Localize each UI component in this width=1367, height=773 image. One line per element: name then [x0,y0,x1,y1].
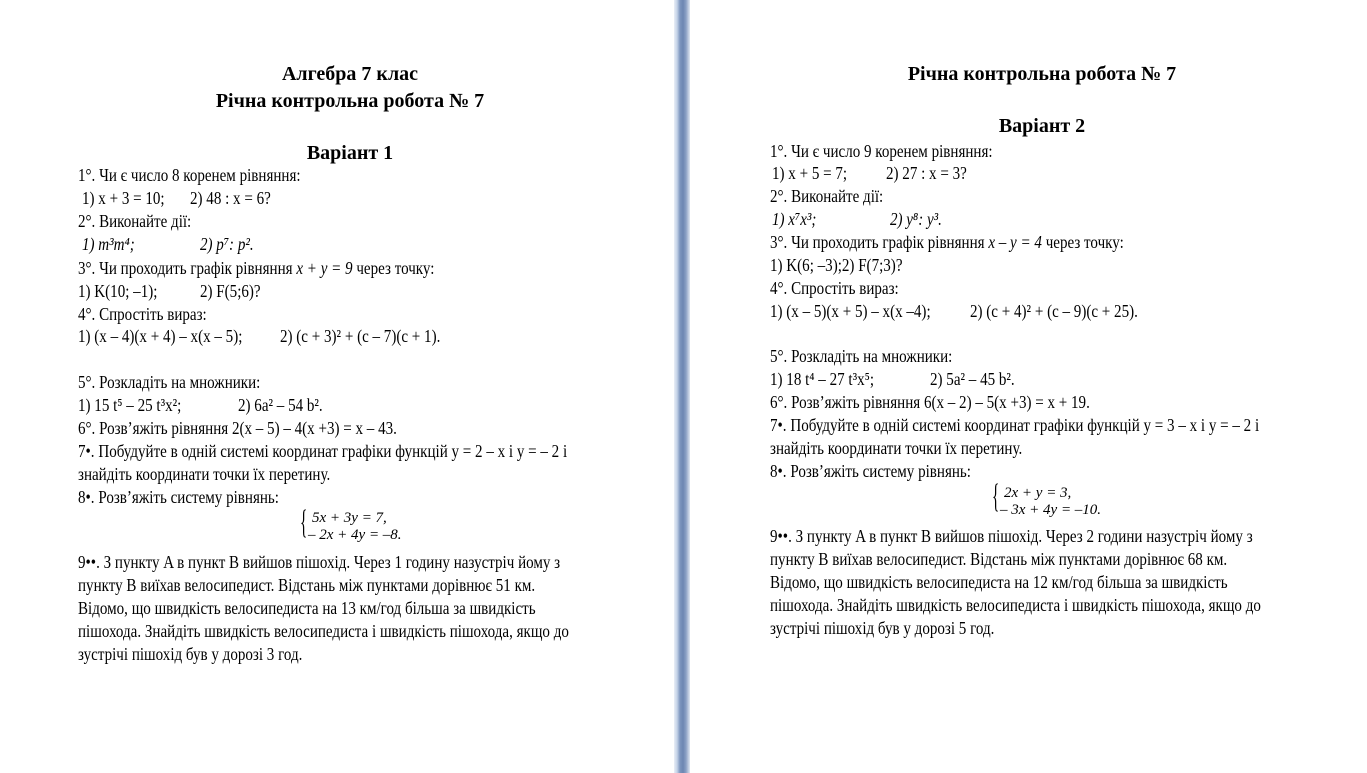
question-2-option-a: 1) x⁷x³; [772,209,817,229]
question-9-line-3: Відомо, що швидкість велосипедиста на 13 км/год більша за швидкість [78,598,536,618]
question-6: 6°. Розв’яжіть рівняння 6(x – 2) – 5(x +3) = x + 19. [770,392,1090,412]
question-2-option-b: 2) p⁷: p². [200,234,254,254]
question-8: 8•. Розв’яжіть систему рівнянь: [78,487,279,507]
question-4-option-b: 2) (c + 3)² + (c – 7)(c + 1). [280,326,441,346]
document-page-left [0,0,674,773]
question-6: 6°. Розв’яжіть рівняння 2(x – 5) – 4(x +3) = x – 43. [78,418,397,438]
question-5-option-b: 2) 6a² – 54 b². [238,395,323,415]
question-1: 1°. Чи є число 8 коренем рівняння: [78,165,301,185]
question-9-line-4: пішохода. Знайдіть швидкість велосипедиста і швидкість пішохода, якщо до [770,595,1261,615]
question-5-option-a: 1) 15 t⁵ – 25 t³x²; [78,395,182,415]
question-3 [770,231,1124,253]
question-9-line-2: пункту B виїхав велосипедист. Відстань між пунктами дорівнює 68 км. [770,549,1228,569]
question-3-option-b: 2) F(5;6)? [200,281,261,301]
question-1: 1°. Чи є число 9 коренем рівняння: [770,141,993,161]
question-7-line-2: знайдіть координати точки їх перетину. [78,464,331,484]
question-9-line-4: пішохода. Знайдіть швидкість велосипедиста і швидкість пішохода, якщо до [78,621,569,641]
question-2-option-b: 2) y⁸: y³. [890,209,942,229]
question-7-line-2: знайдіть координати точки їх перетину. [770,438,1023,458]
question-3-option-a: 1) K(10; –1); [78,281,158,301]
question-9-line-5: зустрічі пішохід був у дорозі 5 год. [770,618,995,638]
question-9-line-3: Відомо, що швидкість велосипедиста на 12 км/год більша за швидкість [770,572,1228,592]
system-brace: { [992,478,1000,515]
question-3-tail: через точку: [1041,232,1124,252]
system-equation-2: – 2x + 4y = –8. [308,527,402,543]
question-4: 4°. Спростіть вираз: [770,278,899,298]
question-3-tail: через точку: [352,258,435,278]
question-9-line-5: зустрічі пішохід був у дорозі 3 год. [78,644,303,664]
page-title: Алгебра 7 клас [281,63,419,85]
question-9-line-1: 9••. З пункту A в пункт B вийшов пішохід. Через 1 годину назустріч йому з [78,552,561,572]
question-3 [78,257,434,279]
question-4-option-b: 2) (c + 4)² + (c – 9)(c + 25). [970,301,1138,321]
question-4-option-a: 1) (x – 5)(x + 5) – x(x –4); [770,301,931,321]
question-1-option-b: 2) 27 : x = 3? [886,163,967,183]
page-subtitle: Річна контрольна робота № 7 [907,63,1177,85]
page-divider [674,0,690,773]
question-1-option-a: 1) x + 3 = 10; [82,188,165,208]
question-9-line-2: пункту B виїхав велосипедист. Відстань між пунктами дорівнює 51 км. [78,575,536,595]
question-3-equation: x – y = 4 [988,232,1042,252]
question-5: 5°. Розкладіть на множники: [770,346,953,366]
question-5-option-a: 1) 18 t⁴ – 27 t³x⁵; [770,369,875,389]
document-page-right [690,0,1367,773]
variant-heading: Варіант 1 [306,142,394,164]
question-2: 2°. Виконайте дії: [78,211,192,231]
question-8: 8•. Розв’яжіть систему рівнянь: [770,461,971,481]
variant-heading: Варіант 2 [998,115,1086,137]
question-7-line-1: 7•. Побудуйте в одній системі координат графіки функцій y = 2 – x і y = – 2 і [78,441,568,461]
question-2: 2°. Виконайте дії: [770,186,884,206]
page-subtitle: Річна контрольна робота № 7 [215,90,485,112]
system-equation-2: – 3x + 4y = –10. [1000,502,1102,518]
question-3-lead: 3°. Чи проходить графік рівняння [78,258,297,278]
question-2-option-a: 1) m³m⁴; [82,234,135,254]
system-brace: { [300,504,308,541]
question-5-option-b: 2) 5a² – 45 b². [930,369,1015,389]
question-9-line-1: 9••. З пункту A в пункт B вийшов пішохід. Через 2 години назустріч йому з [770,526,1253,546]
question-3-lead: 3°. Чи проходить графік рівняння [770,232,989,252]
question-5: 5°. Розкладіть на множники: [78,372,261,392]
question-3-equation: x + y = 9 [296,258,353,278]
question-1-option-a: 1) x + 5 = 7; [772,163,848,183]
question-7-line-1: 7•. Побудуйте в одній системі координат графіки функцій y = 3 – x і y = – 2 і [770,415,1260,435]
question-4: 4°. Спростіть вираз: [78,304,207,324]
question-1-option-b: 2) 48 : x = 6? [190,188,271,208]
question-4-option-a: 1) (x – 4)(x + 4) – x(x – 5); [78,326,243,346]
system-equation-1: 2x + y = 3, [1004,485,1072,501]
question-3-options: 1) K(6; –3);2) F(7;3)? [770,255,903,275]
system-equation-1: 5x + 3y = 7, [312,510,387,526]
